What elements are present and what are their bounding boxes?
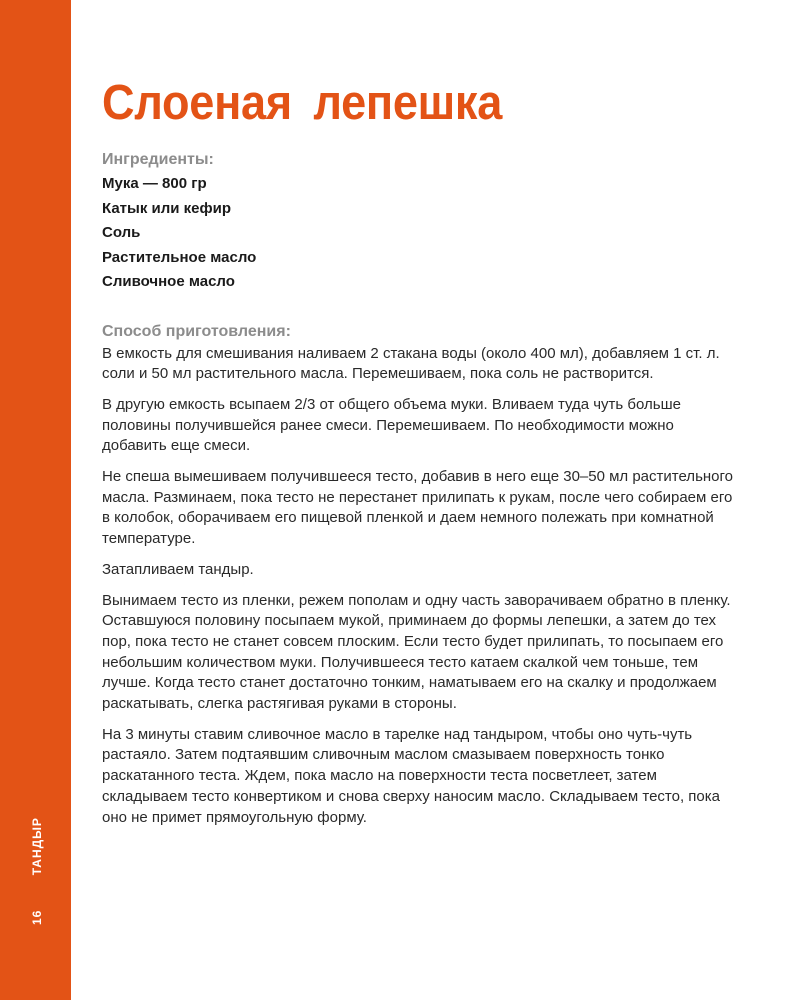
ingredient-item: Растительное масло (102, 248, 257, 266)
method-step: Не спеша вымешиваем получившееся тесто, добавив в него еще 30–50 мл растительного масла. Разминаем, пока тесто не перестанет прилипать к рукам, после чего собираем его в колобок, оборачиваем его пищевой пленкой и даем немного полежать при комнатной температуре. (102, 468, 733, 548)
method-step: В другую емкость всыпаем 2/3 от общего объема муки. Вливаем туда чуть больше половины получившейся ранее смеси. Перемешиваем. По необходимости можно добавить еще смеси. (102, 395, 681, 455)
method-step: В емкость для смешивания наливаем 2 стакана воды (около 400 мл), добавляем 1 ст. л. соли и 50 мл растительного масла. Перемешиваем, пока соль не растворится. (102, 344, 720, 383)
page-content (102, 70, 742, 838)
ingredients-heading: Ингредиенты: (102, 151, 214, 168)
ingredient-list (102, 172, 742, 295)
ingredient-item: Катык или кефир (102, 199, 232, 217)
ingredient-item: Соль (102, 224, 141, 241)
method-section (102, 320, 742, 829)
section-name: ТАНДЫР (30, 817, 44, 876)
page-number: 16 (30, 909, 44, 925)
running-footer (27, 765, 47, 925)
method-step: На 3 минуты ставим сливочное масло в тарелке над тандыром, чтобы оно чуть-чуть растаяло. Затем подтаявшим сливочным маслом смазываем поверхность тонко раскатанного теста. Ждем, пока масло на поверхности теста посветлеет, затем складываем тесто конвертиком и снова сверху наносим масло. Складываем тесто, пока оно не примет прямоугольную форму. (102, 725, 721, 826)
method-heading: Способ приготовления: (102, 322, 291, 340)
ingredient-item: Мука — 800 гр (102, 175, 207, 192)
method-step: Затапливаем тандыр. (102, 560, 254, 578)
method-step: Вынимаем тесто из пленки, режем пополам и одну часть заворачиваем обратно в пленку. Оставшуюся половину посыпаем мукой, приминаем до формы лепешки, а затем до тех пор, пока тесто не станет совсем плоским. Если тесто будет прилипать, то посыпаем его небольшим количеством муки. Получившееся тесто катаем скалкой чем тоньше, тем лучше. Когда тесто станет достаточно тонким, наматываем его на скалку и продолжаем раскатывать, слегка растягивая руками в стороны. (102, 591, 731, 713)
page-title: Слоеная лепешка (102, 76, 503, 130)
side-stripe (0, 0, 71, 1000)
ingredients-section (102, 148, 742, 295)
ingredient-item: Сливочное масло (102, 273, 235, 290)
